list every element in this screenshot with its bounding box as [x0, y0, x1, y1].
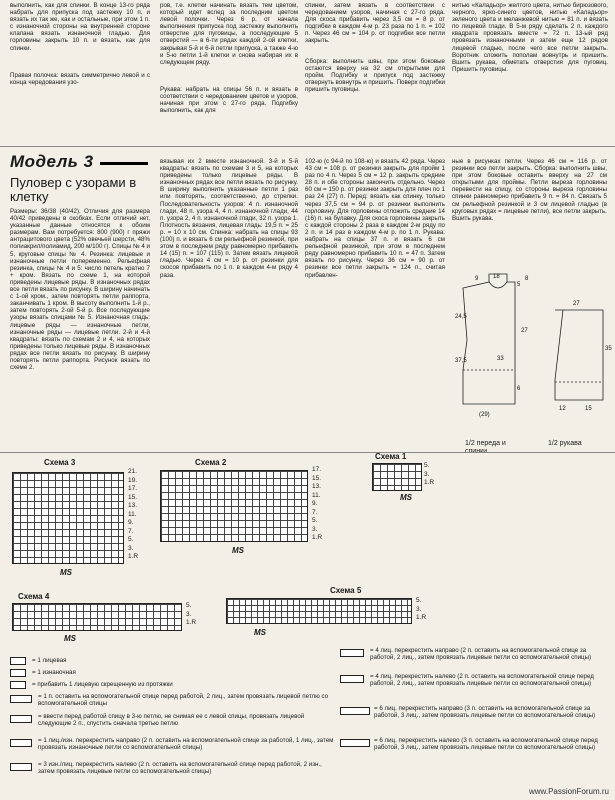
legend-cross4-symbol: [10, 763, 32, 771]
chart4-title: Схема 4: [18, 592, 50, 601]
legend-item-7: = 3 изн./лиц. перекрестить налево (2 п. оставить на вспомогательной спице перед работой, 2 изн., затем провязать лицевые петли со вспомогательной спицы): [38, 761, 322, 775]
top-text-col1-b: Правая полочка: вязать симметрично левой и с конца чередования узо-: [10, 72, 150, 87]
chart5-title: Схема 5: [330, 586, 362, 595]
watermark: www.PassionForum.ru: [528, 787, 609, 796]
chart5-rows: 5. 3. 1.R: [416, 597, 427, 621]
dim-6: 6: [517, 386, 521, 392]
top-text-col1: выполнить, как для спинки. В конце 13-го ряда набрать для припуска под застежку 10 п. и вязать их так же, как и остальные, при этом 1 п. с изнаночной стороны на внутренней стороне клапана вязать изнаночной гладью. Для горловины закрыть 10 п. и вязать, как для спинки.: [10, 2, 150, 52]
chart2-ms: MS: [232, 546, 244, 555]
heading-rule: [100, 162, 148, 165]
section-divider: [0, 146, 615, 147]
legend-item-5: = ввести перед работой спицу в 3-ю петлю, не снимая ее с левой спицы, провязать лицевой следующие 2 п., спустить сначала третью петлю: [38, 713, 305, 727]
top-text-col4: нитью «Каладьор» желтого цвета, нитью бирюзового, черного, ярко-синего цветов, нитью «Каладьор» зеленого цвета и меланжевой нитью = 81 п. и вязать по лицевой глади. В 5-м ряду сделать 2 п. каждого квадрата провязать вместе = 72 п. 13-ый ряд провязать изнаночными и затем еще 12 рядов лицевой гладью, после чего все петли закрыть. Воротник сложить пополам вовнутрь и пришить. Вшить рукава, обметать отверстия для пуговиц. Пришить пуговицы.: [452, 2, 608, 73]
chart2-title: Схема 2: [195, 458, 227, 467]
chart3-grid: [12, 472, 124, 564]
dim-5: 5: [517, 282, 521, 288]
legend-cross1-symbol: [10, 695, 32, 703]
body-text-col2: вязывая их 2 вместе изнаночной. 3-й и 5-й квадраты: вязать по схемам 3 и 5, на которых приведены только лицевые ряды. В изнаночных рядах все петли вязать по рисунку. В ширину выполнить указанные петли 1 раз или повторять, соответственно, до стрелки. Последовательность узоров: 4 п. изнаночной глади, 48 п. узора 4, 4 п. изнаночной глади, 44 п. узора 2, 4 п. изнаночной глади, 32 п. узора 1. Плотность вязания, лицевая гладь: 19,5 п. = 25 р. = 10 х 10 см. Спинка: набрать на спицы 93 (100) п. и вязать 6 см рельефной резинкой, при этом в последнем ряду равномерно прибавить 14 (15) п. = 107 (115) п. Затем вязать лицевой гладью. Через 4 см = 10 р. от резинки для скосов прибавить по 1 п. в каждом 4-м ряду 4 раза.: [160, 158, 298, 279]
chart3-ms: MS: [60, 568, 72, 577]
model-subtitle: Пуловер с узорами в клетку: [10, 175, 137, 204]
dim-12: 12: [559, 406, 566, 412]
legend-item-11: = 6 лиц. перекрестить налево (3 п. оставить на вспомогательной спице перед работой, 3 лиц., затем провязать лицевые петли со вспомогательной спицы): [374, 737, 598, 751]
caption-sleeve: 1/2 рукава: [548, 440, 582, 447]
model-heading: Модель 3: [10, 152, 94, 171]
chart1-ms: MS: [400, 493, 412, 502]
top-text-col2: ров, т.е. клетки начинать вязать тем цветом, который идет вслед за последним цветом левой полочки. Через 6 р. от начала выполнения припуска под застежку выполнить отверстие для пуговицы, а последующие 5 отверстий — в 6-ти рядах каждой 2-ой клетки, закрывая 5-й и 6-й петли припуска, а также 4-ю и 5-ю петли 1-й клетки и снова набирая их в следующем ряду.: [160, 2, 298, 66]
legend-item-4: = 1 п. оставить на вспомогательной спице перед работой, 2 лиц., затем провязать лицевой петлю со вспомогательной спицы: [38, 693, 329, 707]
chart3-rows: 21. 19. 17. 15. 13. 11. 9. 7. 5. 3. 1.R: [128, 468, 139, 560]
dim-33: 33: [497, 356, 504, 362]
chart5-grid: [226, 598, 412, 624]
chart1-grid: [372, 463, 422, 491]
top-text-col3: спинки, затем вязать в соответствии с чередованием узоров, начиная с 27-го ряда. Для скоса прибавить через 3,5 см = 8 р. от подгибки в каждом 4-м р. 23 раза по 1 п. = 102 п. Через 46 см = 104 р. от подгибки все петли закрыть.: [305, 2, 445, 45]
legend-4left-symbol: [340, 675, 364, 683]
legend-cross2-symbol: [10, 715, 32, 723]
dim-15: 15: [585, 406, 592, 412]
legend-6right-symbol: [340, 707, 370, 715]
chart4-ms: MS: [64, 634, 76, 643]
body-text-col3: 102-ю (с 94-й по 108-ю) и вязать 42 ряда. Через 43 см = 108 р. от резинки закрыть для пройм 1 раз по 4 п. Через 5 см = 12 р. закрыть средние 28 п. и обе стороны закончить отдельно. Через 60 см = 150 р. от резинки закрыть для плеч по 1 раз 24 (27) п. Перед: вязать как спинку, только через 37,5 см = 94 р. от резинки выполнить горловину. Для горловины отложить средние 14 (16) п. на булавку. Для скоса горловины закрыть с каждой стороны 2 раза в каждом 2-м ряду по 2 п. и 14 раз в каждом 4-м р. по 1 п. Рукава: набрать на спицы 37 п. и вязать 6 см рельефной резинкой, при этом в последнем ряду равномерно прибавить 10 п. = 47 п. Затем вязать по рисунку. Через 36 см = 90 р. от резинки все петли закрыть = 124 п., считая прибавлен-: [305, 158, 445, 279]
dim-35: 35: [605, 346, 612, 352]
chart1-rows: 5. 3. 1.R: [424, 462, 435, 486]
legend-item-6: = 1 лиц./изн. перекрестить направо (2 п. оставить на вспомогательной спице за работой, 1 лиц., затем провязать изнаночные петли со вспомогательной спицы): [38, 737, 334, 751]
legend-purl-symbol: [10, 669, 26, 677]
legend-6left-symbol: [340, 739, 370, 747]
legend-item-2: = 1 изнаночная: [32, 669, 76, 676]
chart2-rows: 17. 15. 13. 11. 9. 7. 5. 3. 1.R: [312, 466, 323, 541]
legend-item-1: = 1 лицевая: [32, 657, 67, 664]
dim-37-5: 37,5: [455, 358, 467, 364]
garment-schematic: [455, 270, 610, 440]
chart4-grid: [12, 603, 182, 631]
charts-divider: [0, 452, 615, 453]
legend-item-9: = 4 лиц. перекрестить налево (2 п. оставить на вспомогательной спице перед работой, 2 лиц., затем провязать лицевые петли со вспомогательной спицы): [370, 673, 594, 687]
body-text-col4: ные в рисунках петли. Через 46 см = 116 р. от резинки все петли закрыть. Сборка: выполнить швы, при этом боковые оставить вверху на 27 см открытыми для проймы. Петли выреза горловины перевести на спицу, со стороны выреза горловины спинки равномерно прибавить 9 п. = 84 п. Связать 5 см рельефной резинкой и 3 см лицевой гладью (в круговых рядах = лицевые петли), все петли закрыть. Вшить рукава.: [452, 158, 607, 222]
dim-27b: 27: [573, 301, 580, 307]
dim-8: 8: [525, 276, 529, 282]
caption-front-back: 1/2 переда и: [465, 440, 506, 447]
legend-right: [336, 645, 612, 795]
dim-24-5: 24,5: [455, 314, 467, 320]
legend-left: [6, 655, 336, 795]
chart1-title: Схема 1: [375, 452, 407, 461]
dim-9: 9: [475, 276, 479, 282]
legend-cross3-symbol: [10, 739, 32, 747]
chart4-rows: 5. 3. 1.R: [186, 602, 197, 626]
legend-item-8: = 4 лиц. перекрестить направо (2 п. оставить на вспомогательной спице за работой, 2 лиц., затем провязать лицевые петли со вспомогательной спицы): [370, 647, 592, 661]
legend-4right-symbol: [340, 649, 364, 657]
legend-increase-symbol: [10, 681, 26, 689]
dim-29: (29): [479, 412, 490, 418]
chart5-ms: MS: [254, 628, 266, 637]
legend-item-10: = 6 лиц. перекрестить направо (3 п. оставить на вспомогательной спице за работой, 3 лиц., затем провязать лицевые петли со вспомогательной спицы): [374, 705, 596, 719]
legend-item-3: = прибавить 1 лицевую скрещенную из протяжки: [32, 681, 173, 688]
body-text-col1: Размеры: 36/38 (40/42). Отличия для размера 40/42 приведены в скобках. Если отличий нет, указанные данные относятся к обоим размерам. Вам потребуется: 800 (900) г пряжи антрацитового цвета (52% овечьей шерсти, 48% полиакрил/полиамид, 200 м/100 г). Спицы № 4 и 5, круговые спицы № 4. Резинка: лицевые и изнаночные петли попеременно. Рельефная резинка, спицы № 4 и 5: число петель кратно 7 + кром. Вязать по схеме 1, на которой приведены лицевые ряды. В изнаночных рядах все петли вязать по рисунку. В ширину начинать с 1-ой кром., затем повторять петли раппорта, заканчивать 1 кром. В высоту выполнить 1-й р., затем повторять 2-ой 5-й р. Все последующие узоры вязать спицами № 5. Изнаночная гладь: лицевые ряды — изнаночные петли, изнаночные ряды — лицевые петли. 2-й и 4-й квадраты: вязать по схемам 2 и 4, на которых приведены только лицевые ряды. В изнаночных рядах все петли вязать по рисунку. В ширину повторять петли раппорта. Рисунок вязать по схеме 2.: [10, 208, 150, 372]
top-text-col3-b: Сборка: выполнить швы, при этом боковые остаются вверху на 32 см открытыми для пройм. Подгибку и припуск под застежку отвернуть вовнутрь и пришить. Поверх подгибки пришить пуговицы.: [305, 58, 445, 94]
chart3-title: Схема 3: [44, 458, 76, 467]
dim-18: 18: [493, 274, 500, 280]
chart2-grid: [160, 470, 308, 542]
legend-knit-symbol: [10, 657, 26, 665]
dim-27a: 27: [521, 328, 528, 334]
top-text-col2-b: Рукава: набрать на спицы 56 п. и вязать в соответствии с чередованием цветов и узоров, начиная при этом с 27-го ряда. Подгибку выполнить, как для: [160, 86, 298, 115]
